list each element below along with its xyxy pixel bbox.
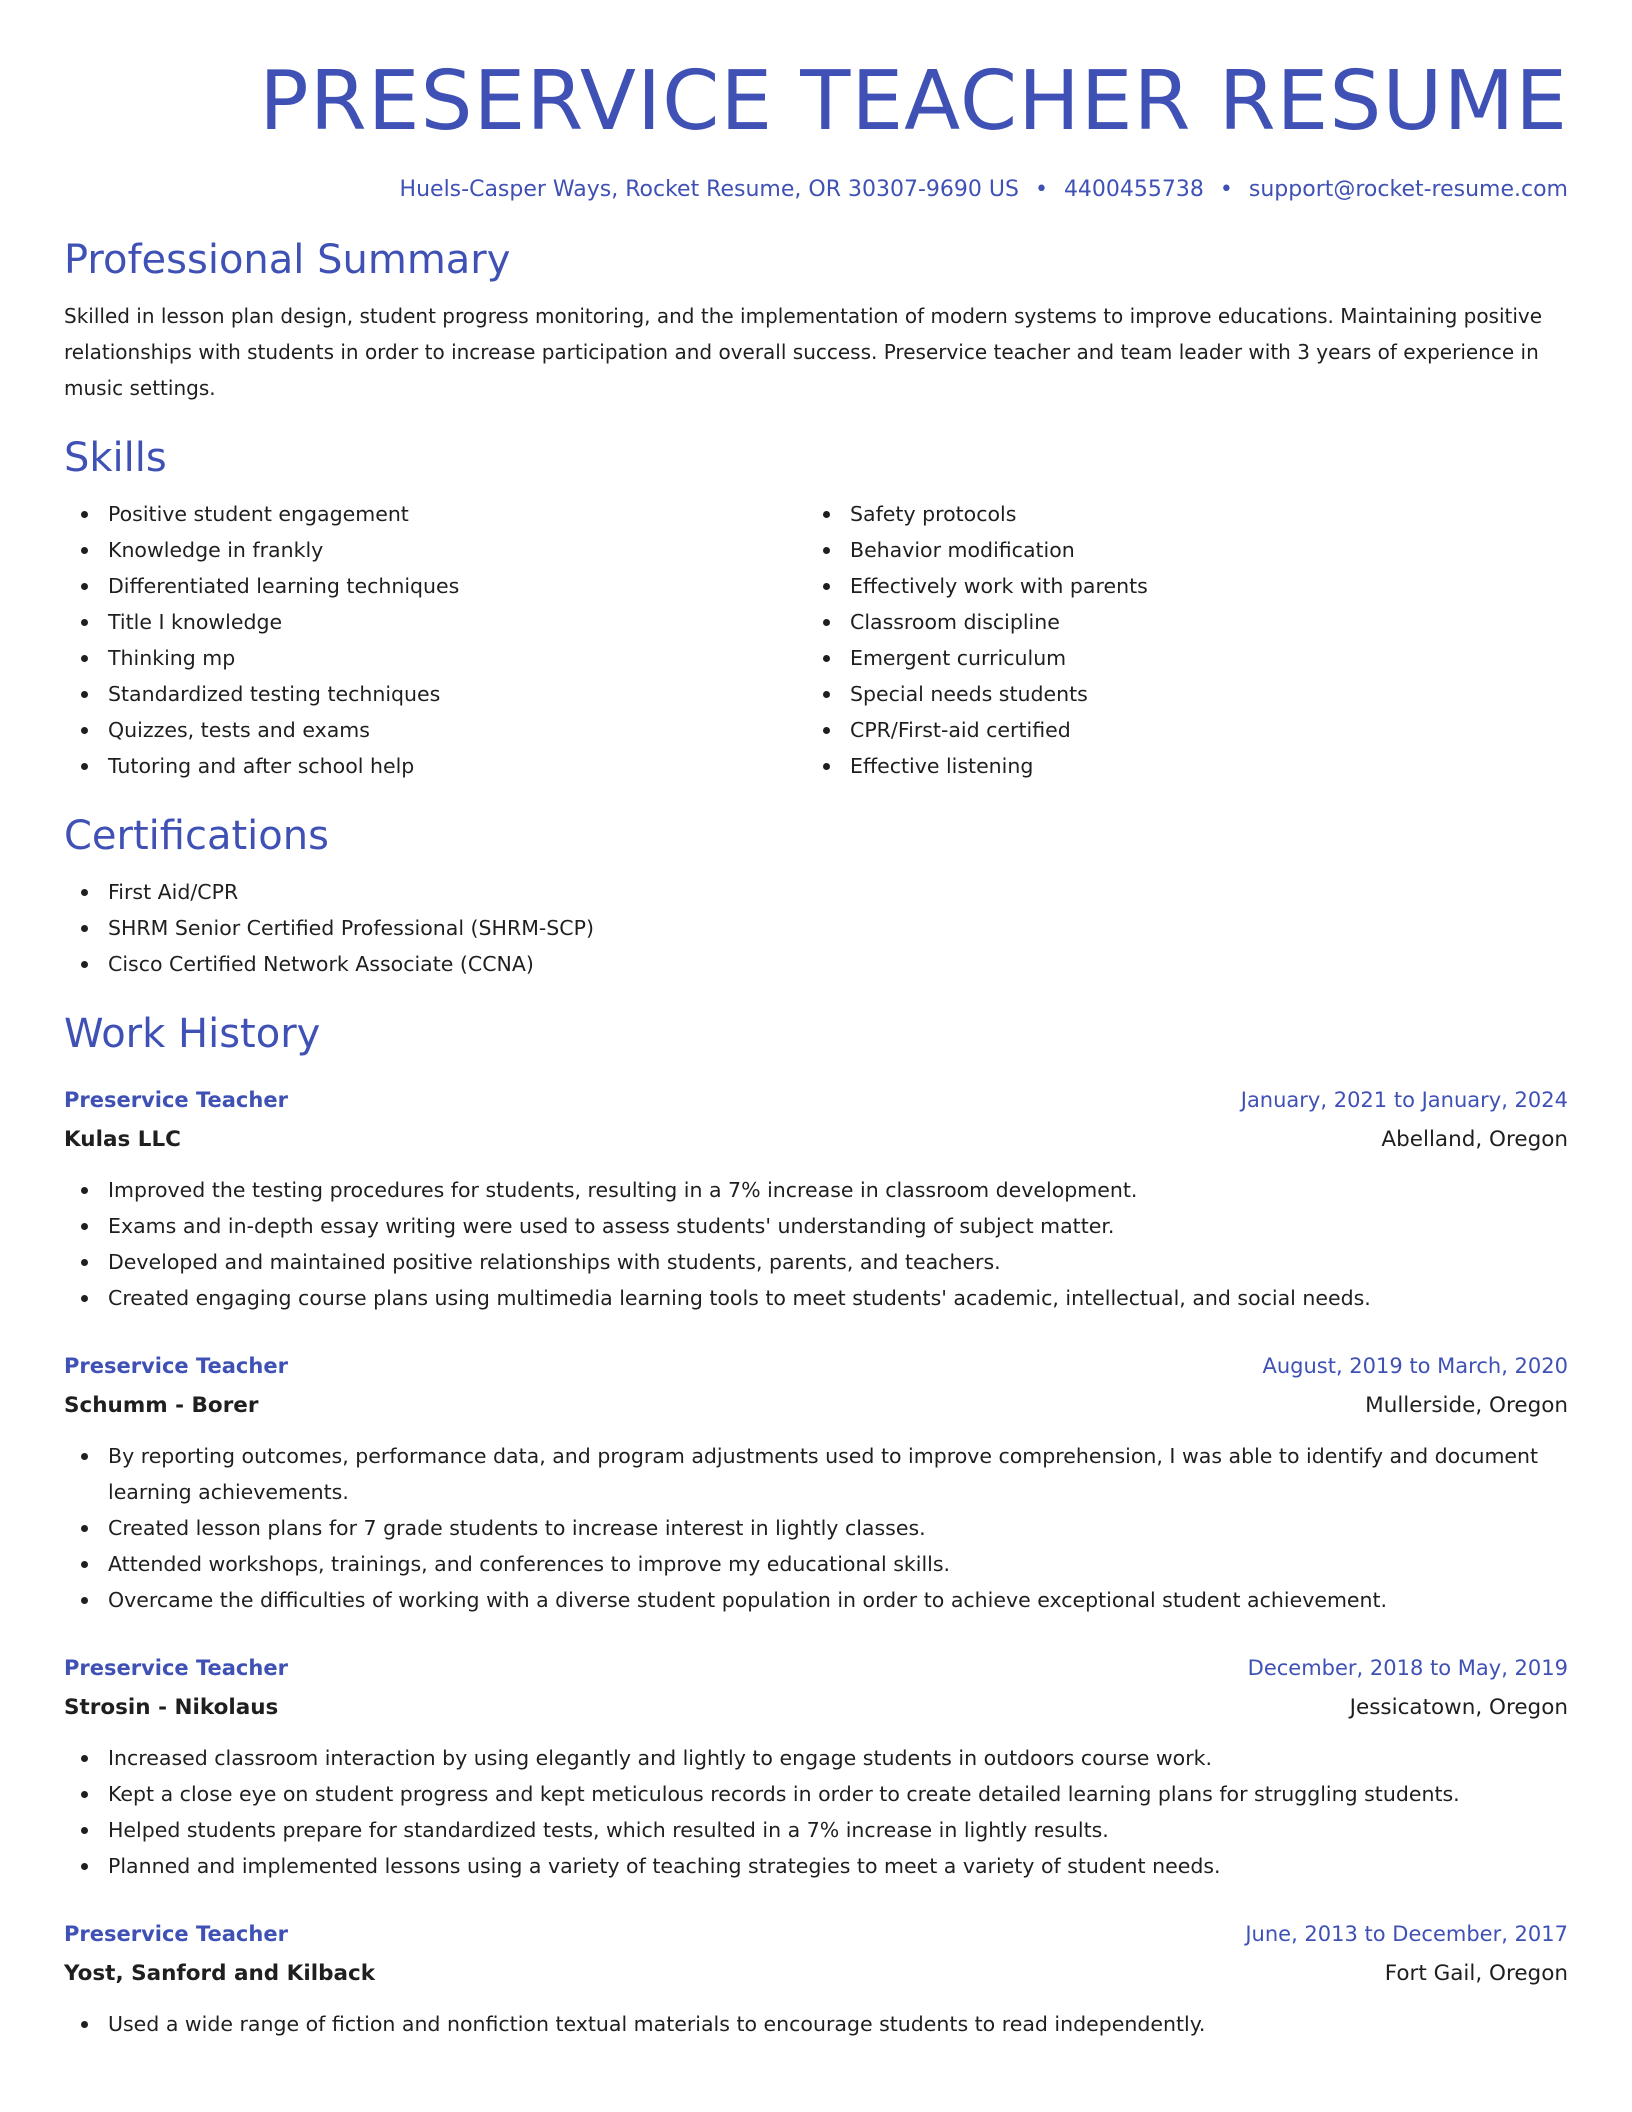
job-company: Kulas LLC	[64, 1127, 181, 1152]
work-history-section	[64, 1008, 1568, 2042]
skill-item: Differentiated learning techniques	[64, 568, 806, 604]
skill-item: Title I knowledge	[64, 604, 806, 640]
job-bullet: Created engaging course plans using multimedia learning tools to meet students' academic, intellectual, and social needs.	[64, 1280, 1568, 1316]
job-location: Fort Gail, Oregon	[1384, 1961, 1568, 1986]
job-title: Preservice Teacher	[64, 1922, 288, 1946]
skill-item: Effective listening	[806, 748, 1548, 784]
skills-column-right	[806, 496, 1548, 784]
skill-item: Thinking mp	[64, 640, 806, 676]
job-bullets	[64, 2006, 1568, 2042]
job-bullet: Kept a close eye on student progress and kept meticulous records in order to create detailed learning plans for struggling students.	[64, 1776, 1568, 1812]
job-dates: June, 2013 to December, 2017	[1245, 1922, 1568, 1946]
job-location: Abelland, Oregon	[1381, 1127, 1568, 1152]
skills-column-left	[64, 496, 806, 784]
certification-item: SHRM Senior Certified Professional (SHRM-SCP)	[64, 910, 1568, 946]
job-entry	[64, 1080, 1568, 1316]
skill-item: Effectively work with parents	[806, 568, 1548, 604]
job-bullet: Used a wide range of fiction and nonfiction textual materials to encourage students to read independently.	[64, 2006, 1568, 2042]
skill-item: Behavior modification	[806, 532, 1548, 568]
job-title: Preservice Teacher	[64, 1656, 288, 1680]
job-bullet: Exams and in-depth essay writing were used to assess students' understanding of subject matter.	[64, 1208, 1568, 1244]
section-heading-skills: Skills	[64, 435, 167, 481]
job-entry	[64, 1914, 1568, 2042]
job-company: Strosin - Nikolaus	[64, 1695, 279, 1720]
skill-item: Tutoring and after school help	[64, 748, 806, 784]
job-bullet: Improved the testing procedures for students, resulting in a 7% increase in classroom development.	[64, 1172, 1568, 1208]
job-company: Yost, Sanford and Kilback	[64, 1961, 376, 1986]
resume-page	[64, 0, 1568, 2042]
job-bullets	[64, 1438, 1568, 1618]
contact-address: Huels-Casper Ways, Rocket Resume, OR 30307-9690 US	[399, 177, 1019, 202]
skills-grid	[64, 496, 1568, 784]
skill-item: Special needs students	[806, 676, 1548, 712]
section-heading-certifications: Certifications	[64, 813, 329, 859]
job-bullet: Created lesson plans for 7 grade students to increase interest in lightly classes.	[64, 1510, 1568, 1546]
job-bullet: Overcame the difficulties of working with a diverse student population in order to achieve exceptional student achievement.	[64, 1582, 1568, 1618]
job-bullet: Attended workshops, trainings, and conferences to improve my educational skills.	[64, 1546, 1568, 1582]
contact-phone: 4400455738	[1063, 177, 1204, 202]
skill-item: CPR/First-aid certified	[806, 712, 1548, 748]
certification-item: First Aid/CPR	[64, 874, 1568, 910]
skill-item: Quizzes, tests and exams	[64, 712, 806, 748]
certifications-list	[64, 874, 1568, 982]
resume-title: PRESERVICE TEACHER RESUME	[259, 54, 1568, 149]
job-entry	[64, 1346, 1568, 1618]
job-dates: December, 2018 to May, 2019	[1247, 1656, 1568, 1680]
skills-section	[64, 432, 1568, 784]
job-dates: January, 2021 to January, 2024	[1240, 1088, 1568, 1112]
job-location: Jessicatown, Oregon	[1349, 1695, 1568, 1720]
skill-item: Positive student engagement	[64, 496, 806, 532]
job-bullet: Planned and implemented lessons using a variety of teaching strategies to meet a variety of student needs.	[64, 1848, 1568, 1884]
certification-item: Cisco Certified Network Associate (CCNA)	[64, 946, 1568, 982]
job-bullets	[64, 1172, 1568, 1316]
skill-item: Emergent curriculum	[806, 640, 1548, 676]
contact-separator: •	[1034, 177, 1048, 202]
section-heading-summary: Professional Summary	[64, 237, 511, 283]
job-title: Preservice Teacher	[64, 1354, 288, 1378]
job-dates: August, 2019 to March, 2020	[1262, 1354, 1568, 1378]
summary-text: Skilled in lesson plan design, student progress monitoring, and the implementation of modern systems to improve educations. Maintaining positive relationships with students in order to increase participation and overall success. Preservice teacher and team leader with 3 years of experience in music settings.	[64, 304, 1543, 400]
skill-item: Standardized testing techniques	[64, 676, 806, 712]
certifications-section	[64, 810, 1568, 982]
skill-item: Classroom discipline	[806, 604, 1548, 640]
professional-summary-section	[64, 234, 1568, 406]
skill-item: Knowledge in frankly	[64, 532, 806, 568]
section-heading-work-history: Work History	[64, 1011, 321, 1057]
job-title: Preservice Teacher	[64, 1088, 288, 1112]
contact-email: support@rocket-resume.com	[1248, 177, 1568, 202]
job-bullet: Increased classroom interaction by using elegantly and lightly to engage students in outdoors course work.	[64, 1740, 1568, 1776]
job-bullet: Developed and maintained positive relationships with students, parents, and teachers.	[64, 1244, 1568, 1280]
job-location: Mullerside, Oregon	[1365, 1393, 1568, 1418]
job-company: Schumm - Borer	[64, 1393, 259, 1418]
job-bullet: Helped students prepare for standardized tests, which resulted in a 7% increase in lightly results.	[64, 1812, 1568, 1848]
skill-item: Safety protocols	[806, 496, 1548, 532]
job-bullet: By reporting outcomes, performance data, and program adjustments used to improve comprehension, I was able to identify and document learning achievements.	[64, 1438, 1568, 1510]
job-bullets	[64, 1740, 1568, 1884]
contact-line	[64, 174, 1568, 206]
contact-separator: •	[1219, 177, 1233, 202]
job-entry	[64, 1648, 1568, 1884]
